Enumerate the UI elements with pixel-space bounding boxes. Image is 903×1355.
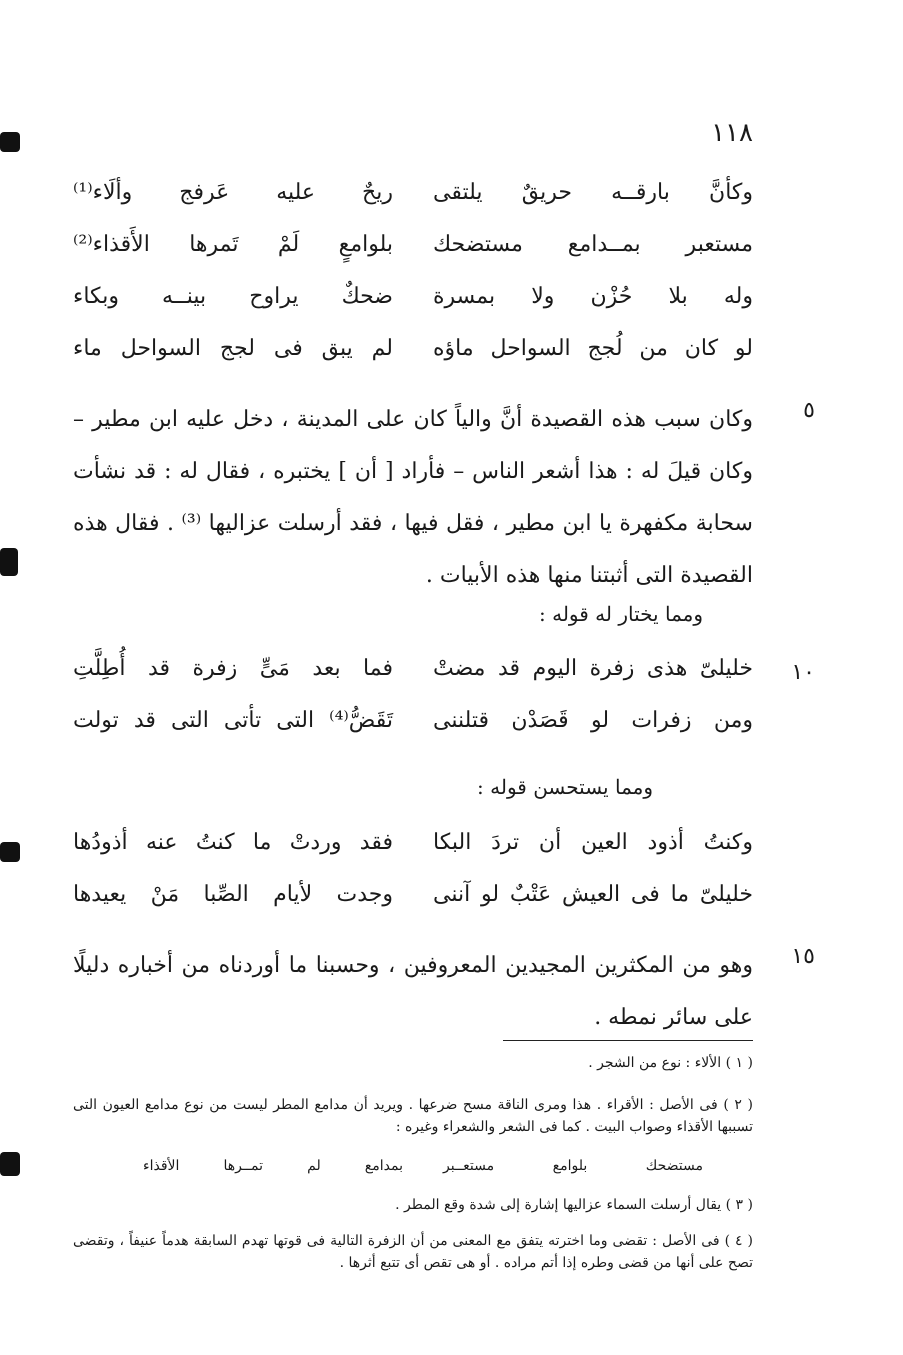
verse-first-hemistich: وكنتُ أذود العين أن تردَ البكا [433, 830, 753, 855]
verse-second-hemistich: بمدامع لم تمــرها الأقذاء [143, 1158, 403, 1174]
verse-line [73, 336, 753, 380]
verse-line [73, 830, 753, 874]
page-number: ١١٨ [711, 118, 753, 148]
verse-second-hemistich: بلوامعٍ لَمْ تَمرها الأَقذاء⁽²⁾ [73, 232, 393, 257]
verse-first-hemistich: لو كان من لُجج السواحل ماؤه [433, 336, 753, 361]
scan-edge-mark [0, 548, 18, 576]
verse-line [73, 882, 753, 926]
verse-first-hemistich: خليلىّ هذى زفرة اليوم قد مضتْ [433, 656, 753, 681]
footnote-verse [143, 1158, 703, 1182]
verse-line [73, 656, 753, 700]
scan-edge-mark [0, 132, 20, 152]
prose-paragraph: وهو من المكثرين المجيدين المعروفين ، وحسبنا ما أوردناه من أخباره دليلًا على سائر نمطه . [73, 953, 753, 1030]
verse-second-hemistich: فقد وردتْ ما كنتُ عنه أذودُها [73, 830, 393, 855]
verse-first-hemistich: وكأنَّ بارقــه حريقٌ يلتقى [433, 180, 753, 205]
verse-line [73, 180, 753, 224]
footnote: ( ٢ ) فى الأصل : الأقراء . هذا ومرى الناقة مسح ضرعها . ويريد أن مدامع المطر ليست من نوع مدامع العيون التى تسببها الأقذاء وصواب البيت . كما فى الشعر والشعراء وغيره : [73, 1097, 753, 1135]
verse-line [73, 284, 753, 328]
line-number: ١٥ [791, 944, 815, 969]
verse-intro: ومما يستحسن قوله : [477, 775, 653, 799]
verse-first-hemistich: ومن زفرات لو قَصَدْن قتلننى [433, 708, 753, 733]
line-number: ١٠ [791, 660, 815, 685]
verse-first-hemistich: وله بلا حُزْن ولا بمسرة [433, 284, 753, 309]
prose-paragraph: وكان سبب هذه القصيدة أنَّ والياً كان على المدينة ، دخل عليه ابن مطير – وكان قيلَ له : هذا أشعر الناس – فأراد [ أن ] يختبره ، فقال له : قد نشأت سحابة مكفهرة يا ابن مطير ، فقل فيها ، فقد أرسلت عزاليها ⁽³⁾ . فقال هذه القصيدة التى أثبتنا منها هذه الأبيات . [73, 407, 753, 588]
verse-second-hemistich: تَقَضُّ⁽⁴⁾ التى تأتى التى قد تولت [73, 708, 393, 733]
verse-intro: ومما يختار له قوله : [539, 602, 703, 626]
verse-second-hemistich: فما بعد مَىٍّ زفرة قد أُطِلَّتِ [73, 656, 393, 681]
verse-first-hemistich: مستضحك بلوامع مستعــبر [443, 1158, 703, 1174]
verse-line [73, 232, 753, 276]
verse-second-hemistich: ريحٌ عليه عَرفج وألَاء⁽¹⁾ [73, 180, 393, 205]
verse-second-hemistich: لم يبق فى لجج السواحل ماء [73, 336, 393, 361]
verse-first-hemistich: خليلىّ ما فى العيش عَتْبٌ لو آننى [433, 882, 753, 907]
footnote: ( ٤ ) فى الأصل : تقضى وما اخترته يتفق مع المعنى من أن الزفرة التالية فى قوتها تهدم السابقة هدماً عنيفاً ، وتقضى تصح على أنها من قضى وطره إذا أتم مراده . أو هى تقص أى تتبع أثرها . [73, 1233, 753, 1271]
footnote-divider [503, 1040, 753, 1041]
verse-line [73, 708, 753, 752]
footnote: ( ٣ ) يقال أرسلت السماء عزاليها إشارة إلى شدة وقع المطر . [395, 1197, 753, 1213]
scan-edge-mark [0, 1152, 20, 1176]
scan-edge-mark [0, 842, 20, 862]
verse-second-hemistich: وجدت لأيام الصِّبا مَنْ يعيدها [73, 882, 393, 907]
verse-first-hemistich: مستعبر بمــدامع مستضحك [433, 232, 753, 257]
line-number: ٥ [803, 398, 815, 423]
footnote: ( ١ ) الألاء : نوع من الشجر . [588, 1055, 753, 1071]
verse-second-hemistich: ضحكٌ يراوح بينــه وبكاء [73, 284, 393, 309]
